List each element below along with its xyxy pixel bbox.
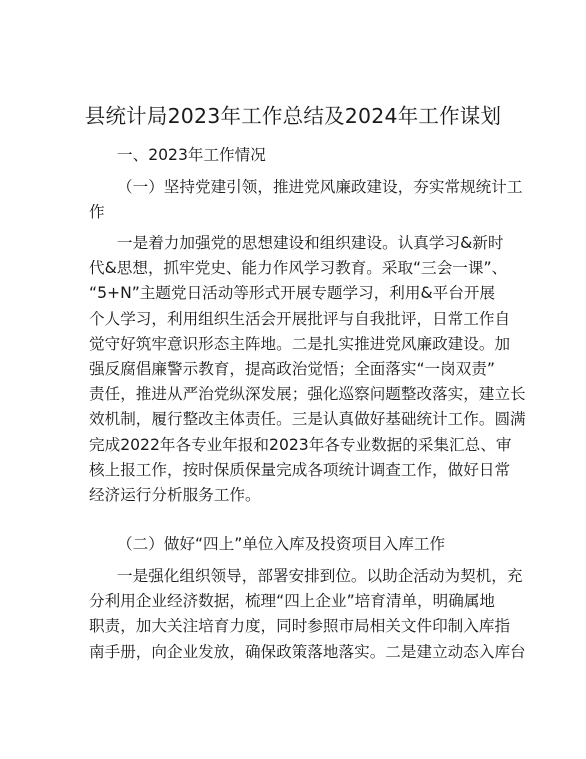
paragraph-line: “5+N”主题党日活动等形式开展专题学习，利用&平台开展: [89, 284, 496, 303]
paragraph-line: 一是强化组织领导，部署安排到位。以助企活动为契机，充: [117, 567, 523, 585]
document-title: 县统计局2023年工作总结及2024年工作谋划: [84, 104, 502, 128]
subheading-line: 作: [89, 203, 105, 222]
subheading-enterprise-entry: （二）做好“四上”单位入库及投资项目入库工作: [117, 535, 446, 553]
paragraph-line: 代&思想，抓牢党史、能力作风学习教育。采取“三会一课”、: [89, 259, 508, 278]
paragraph-line: 南手册，向企业发放，确保政策落地落实。二是建立动态入库台: [89, 642, 526, 661]
paragraph-enterprise-entry: [89, 564, 526, 665]
paragraph-line: 责任，推进从严治党纵深发展；强化巡察问题整改落实，建立长: [89, 385, 526, 404]
subheading-party-building: [89, 175, 529, 225]
paragraph-line: 核上报工作，按时保质保量完成各项统计调查工作，做好日常: [89, 460, 511, 479]
paragraph-line: 强反腐倡廉警示教育，提高政治觉悟；全面落实“一岗双责”: [89, 359, 496, 378]
paragraph-party-work: [89, 231, 526, 508]
section-heading: 一、2023年工作情况: [117, 146, 266, 164]
paragraph-line: 经济运行分析服务工作。: [89, 485, 261, 504]
paragraph-line: 完成2022年各专业年报和2023年各专业数据的采集汇总、审: [89, 435, 512, 454]
subheading-line: （一）坚持党建引领，推进党风廉政建设，夯实常规统计工: [117, 178, 523, 196]
paragraph-line: 觉守好筑牢意识形态主阵地。二是扎实推进党风廉政建设。加: [89, 334, 511, 353]
paragraph-line: 分利用企业经济数据，梳理“四上企业”培育清单，明确属地: [89, 592, 496, 611]
paragraph-line: 一是着力加强党的思想建设和组织建设。认真学习&新时: [117, 234, 504, 252]
paragraph-line: 效机制，履行整改主体责任。三是认真做好基础统计工作。圆满: [89, 410, 526, 429]
paragraph-line: 个人学习，利用组织生活会开展批评与自我批评，日常工作自: [89, 309, 511, 328]
paragraph-line: 职责，加大关注培育力度，同时参照市局相关文件印制入库指: [89, 617, 511, 636]
